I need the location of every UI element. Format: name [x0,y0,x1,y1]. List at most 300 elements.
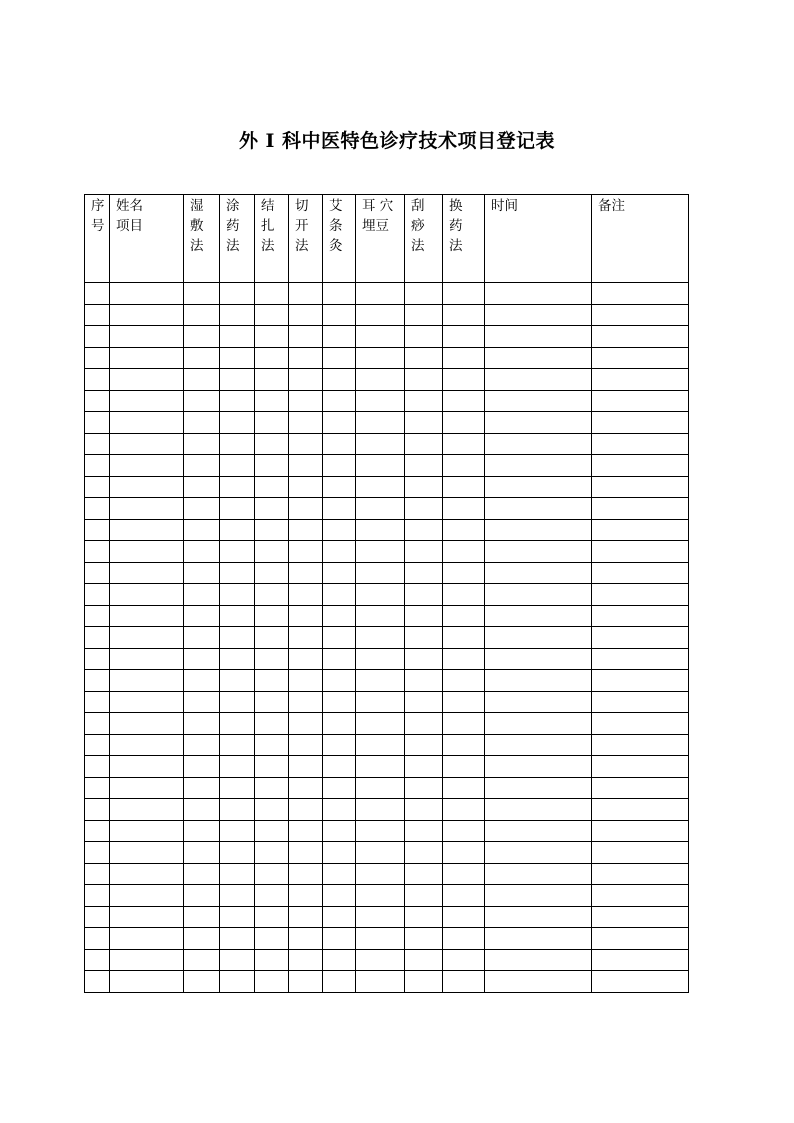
table-cell [592,971,689,993]
table-cell [289,885,323,907]
table-cell [485,605,592,627]
table-cell [356,304,405,326]
table-cell [592,648,689,670]
table-cell [356,433,405,455]
table-cell [184,369,220,391]
table-cell [592,799,689,821]
table-cell [184,820,220,842]
table-cell [85,605,110,627]
table-cell [356,476,405,498]
table-cell [405,820,443,842]
table-cell [289,283,323,305]
table-cell [110,799,184,821]
table-cell [356,906,405,928]
table-cell [356,670,405,692]
table-cell [85,476,110,498]
table-cell [485,369,592,391]
table-cell [289,347,323,369]
table-cell [289,842,323,864]
table-cell [356,455,405,477]
table-cell [85,670,110,692]
table-cell [184,670,220,692]
table-row [85,390,689,412]
table-cell [110,562,184,584]
table-cell [220,347,255,369]
table-cell [405,756,443,778]
table-cell [255,412,289,434]
table-cell [323,734,356,756]
table-cell [485,820,592,842]
table-cell [356,412,405,434]
table-cell [85,928,110,950]
table-cell [485,863,592,885]
table-cell [110,820,184,842]
table-cell [405,347,443,369]
table-cell [85,326,110,348]
table-cell [255,842,289,864]
table-cell [485,928,592,950]
header-dressing-change: 换 药 法 [443,195,485,283]
table-cell [85,562,110,584]
table-cell [289,906,323,928]
table-cell [110,326,184,348]
table-cell [592,777,689,799]
table-cell [289,390,323,412]
table-cell [323,347,356,369]
table-cell [405,390,443,412]
table-cell [356,390,405,412]
table-cell [85,713,110,735]
table-row [85,627,689,649]
table-cell [110,390,184,412]
table-cell [289,627,323,649]
table-cell [220,498,255,520]
table-cell [485,906,592,928]
table-cell [220,885,255,907]
table-cell [356,691,405,713]
table-cell [323,670,356,692]
table-cell [405,670,443,692]
table-cell [255,519,289,541]
table-cell [356,734,405,756]
table-cell [110,928,184,950]
table-cell [85,412,110,434]
table-cell [323,820,356,842]
table-cell [184,605,220,627]
table-cell [485,455,592,477]
table-cell [443,455,485,477]
table-cell [110,734,184,756]
table-cell [443,906,485,928]
table-cell [592,326,689,348]
table-cell [405,949,443,971]
table-cell [255,369,289,391]
table-cell [405,799,443,821]
table-cell [184,928,220,950]
table-cell [405,433,443,455]
table-cell [405,906,443,928]
table-cell [255,283,289,305]
table-cell [592,605,689,627]
table-cell [184,584,220,606]
table-cell [356,928,405,950]
header-time: 时间 [485,195,592,283]
table-cell [485,519,592,541]
table-cell [356,369,405,391]
table-cell [110,412,184,434]
table-cell [85,304,110,326]
table-cell [443,304,485,326]
table-cell [184,713,220,735]
table-cell [356,326,405,348]
table-cell [592,455,689,477]
table-cell [592,670,689,692]
table-cell [485,304,592,326]
table-cell [85,906,110,928]
table-cell [184,842,220,864]
table-cell [485,390,592,412]
table-cell [405,455,443,477]
table-cell [485,433,592,455]
table-cell [220,842,255,864]
table-cell [356,756,405,778]
table-cell [443,498,485,520]
table-cell [289,455,323,477]
table-cell [110,906,184,928]
table-cell [356,541,405,563]
table-cell [255,906,289,928]
table-row [85,648,689,670]
table-cell [85,777,110,799]
table-cell [289,971,323,993]
table-row [85,799,689,821]
table-cell [110,777,184,799]
table-cell [323,971,356,993]
table-cell [255,670,289,692]
table-cell [289,498,323,520]
table-cell [255,326,289,348]
table-cell [220,605,255,627]
table-cell [323,455,356,477]
header-incision: 切 开 法 [289,195,323,283]
table-row [85,885,689,907]
header-name-item: 姓名 项目 [110,195,184,283]
table-cell [220,971,255,993]
table-cell [592,906,689,928]
table-cell [184,756,220,778]
table-cell [255,648,289,670]
table-cell [85,949,110,971]
table-cell [110,304,184,326]
table-cell [592,390,689,412]
table-row [85,519,689,541]
table-cell [592,756,689,778]
table-cell [323,519,356,541]
table-cell [405,777,443,799]
table-cell [356,777,405,799]
header-remarks: 备注 [592,195,689,283]
table-cell [443,820,485,842]
table-row [85,498,689,520]
table-cell [443,541,485,563]
table-cell [110,476,184,498]
table-cell [405,842,443,864]
table-cell [485,584,592,606]
table-cell [289,777,323,799]
table-cell [289,369,323,391]
table-cell [85,369,110,391]
table-cell [289,519,323,541]
table-cell [592,412,689,434]
table-cell [85,756,110,778]
table-cell [110,627,184,649]
header-ear-acupoint-seeds: 耳 穴 埋豆 [356,195,405,283]
table-cell [289,541,323,563]
table-row [85,928,689,950]
table-row [85,347,689,369]
table-cell [405,369,443,391]
table-cell [110,498,184,520]
table-cell [405,885,443,907]
table-row [85,949,689,971]
table-cell [443,691,485,713]
table-cell [184,648,220,670]
table-cell [443,390,485,412]
table-cell [110,605,184,627]
header-topical-application: 涂 药 法 [220,195,255,283]
table-cell [323,842,356,864]
table-cell [356,498,405,520]
header-ligation: 结 扎 法 [255,195,289,283]
table-cell [323,283,356,305]
table-cell [184,326,220,348]
table-cell [323,648,356,670]
table-cell [110,713,184,735]
table-cell [443,885,485,907]
table-cell [356,562,405,584]
table-cell [485,756,592,778]
table-cell [323,756,356,778]
table-cell [184,347,220,369]
table-cell [184,863,220,885]
table-cell [443,605,485,627]
table-cell [485,713,592,735]
table-cell [184,627,220,649]
table-cell [443,562,485,584]
table-cell [255,562,289,584]
table-cell [110,519,184,541]
table-cell [405,648,443,670]
table-cell [443,713,485,735]
table-cell [220,541,255,563]
table-cell [289,734,323,756]
table-cell [356,949,405,971]
table-cell [592,842,689,864]
table-cell [443,756,485,778]
table-cell [443,971,485,993]
table-cell [405,519,443,541]
table-cell [220,326,255,348]
table-cell [255,498,289,520]
table-cell [323,906,356,928]
table-cell [485,627,592,649]
table-cell [405,326,443,348]
table-cell [85,885,110,907]
table-cell [289,562,323,584]
table-cell [405,605,443,627]
table-cell [255,713,289,735]
table-cell [289,756,323,778]
table-cell [289,326,323,348]
table-cell [220,304,255,326]
table-cell [323,928,356,950]
table-cell [220,476,255,498]
table-body [85,283,689,993]
table-cell [255,734,289,756]
table-cell [405,562,443,584]
table-cell [220,369,255,391]
table-cell [405,627,443,649]
table-cell [592,885,689,907]
table-cell [110,584,184,606]
table-cell [443,799,485,821]
table-cell [592,476,689,498]
table-cell [323,498,356,520]
table-cell [356,347,405,369]
table-cell [289,949,323,971]
table-cell [220,433,255,455]
table-cell [356,627,405,649]
table-cell [405,971,443,993]
table-row [85,670,689,692]
table-cell [443,777,485,799]
table-cell [110,433,184,455]
table-cell [220,734,255,756]
registration-table [84,194,689,993]
page-title: 外 I 科中医特色诊疗技术项目登记表 [238,130,556,152]
table-cell [592,433,689,455]
table-cell [110,971,184,993]
table-cell [255,863,289,885]
table-row [85,562,689,584]
table-cell [220,627,255,649]
table-cell [323,691,356,713]
table-cell [255,691,289,713]
table-cell [323,390,356,412]
table-cell [110,283,184,305]
table-cell [184,562,220,584]
table-cell [255,304,289,326]
table-cell [220,584,255,606]
table-cell [85,541,110,563]
table-cell [184,691,220,713]
table-cell [184,412,220,434]
table-cell [485,670,592,692]
table-cell [323,885,356,907]
table-cell [323,863,356,885]
table-cell [220,283,255,305]
table-cell [289,863,323,885]
table-cell [289,928,323,950]
table-cell [323,713,356,735]
table-cell [485,498,592,520]
table-cell [592,713,689,735]
table-cell [220,455,255,477]
table-cell [220,799,255,821]
table-cell [592,949,689,971]
table-cell [110,455,184,477]
table-cell [405,691,443,713]
table-cell [220,519,255,541]
table-cell [323,412,356,434]
table-cell [255,605,289,627]
table-cell [184,906,220,928]
table-cell [443,648,485,670]
table-cell [323,476,356,498]
table-cell [289,412,323,434]
table-cell [592,541,689,563]
table-cell [220,648,255,670]
table-cell [485,648,592,670]
table-cell [85,455,110,477]
table-cell [323,304,356,326]
table-cell [592,928,689,950]
table-cell [85,648,110,670]
table-cell [85,842,110,864]
table-cell [85,584,110,606]
table-cell [485,347,592,369]
table-cell [110,885,184,907]
header-moxibustion: 艾 条 灸 [323,195,356,283]
table-cell [220,863,255,885]
table-cell [405,283,443,305]
table-cell [220,949,255,971]
table-cell [255,971,289,993]
table-cell [255,390,289,412]
table-cell [356,885,405,907]
table-row [85,777,689,799]
table-cell [255,885,289,907]
table-cell [110,670,184,692]
table-cell [255,777,289,799]
table-cell [405,713,443,735]
table-cell [405,928,443,950]
table-row [85,541,689,563]
table-cell [443,670,485,692]
table-cell [110,756,184,778]
table-cell [85,347,110,369]
table-cell [323,369,356,391]
table-cell [110,347,184,369]
table-cell [255,928,289,950]
table-cell [592,627,689,649]
table-cell [220,691,255,713]
table-cell [184,519,220,541]
table-cell [323,799,356,821]
table-cell [184,433,220,455]
table-cell [485,777,592,799]
table-cell [443,734,485,756]
table-cell [85,433,110,455]
table-cell [110,842,184,864]
table-cell [356,799,405,821]
table-cell [255,949,289,971]
table-cell [443,326,485,348]
table-cell [289,648,323,670]
table-cell [110,949,184,971]
table-cell [184,777,220,799]
table-cell [85,820,110,842]
